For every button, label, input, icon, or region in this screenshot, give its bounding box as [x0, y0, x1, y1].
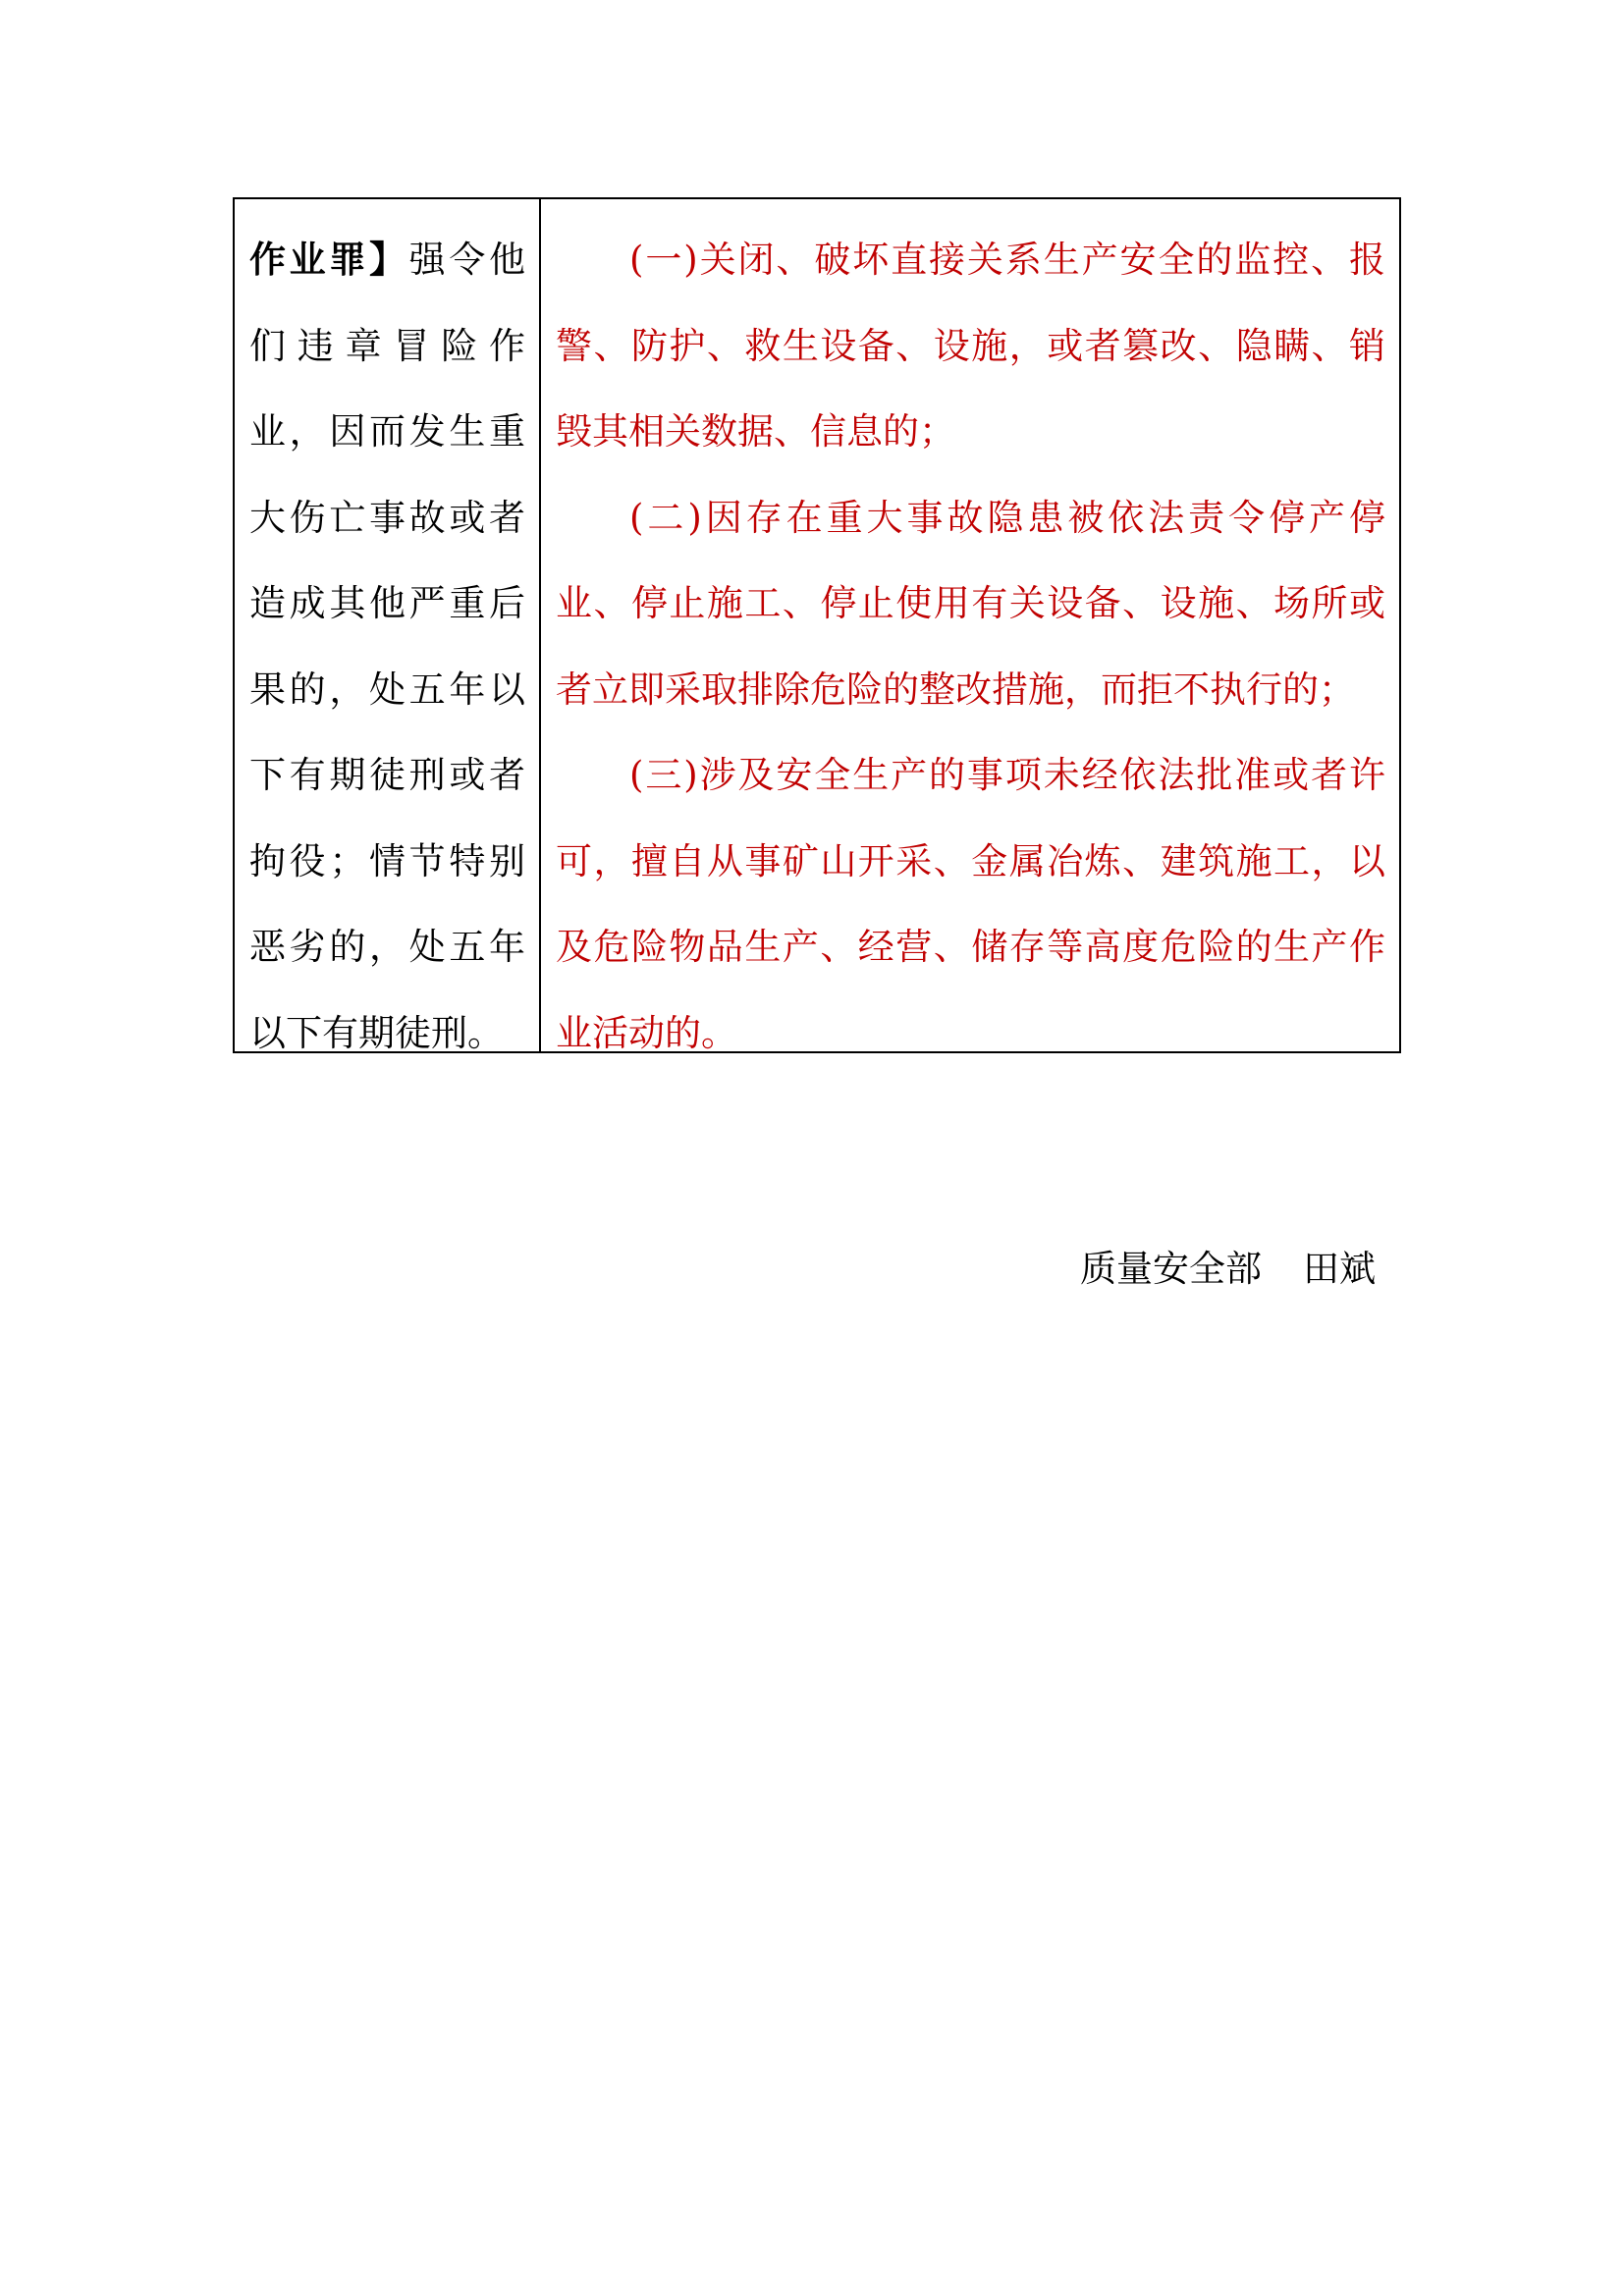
right-line-5: 业、停止施工、停止使用有关设备、设施、场所或: [556, 582, 1385, 624]
left-line-4: 大伤亡事故或者: [249, 496, 525, 539]
left-line-1: [249, 217, 525, 303]
left-cell-original-text: [235, 199, 541, 1054]
signature: [1080, 1240, 1376, 1299]
left-line-6: 果的，处五年以: [249, 667, 525, 711]
left-line-10: 以下有期徒刑。: [249, 1011, 504, 1054]
right-line-9: 及危险物品生产、经营、储存等高度危险的生产作: [556, 926, 1385, 968]
right-line-2: 警、防护、救生设备、设施，或者篡改、隐瞒、销: [556, 324, 1385, 367]
right-line-10: 业活动的。: [556, 1011, 737, 1054]
left-line-7: 下有期徒刑或者: [249, 754, 525, 796]
right-cell-amended-text: [541, 199, 1399, 1054]
right-line-7: (三)涉及安全生产的事项未经依法批准或者许: [629, 754, 1385, 796]
left-bold-heading: 作业罪】: [249, 238, 409, 281]
left-line-3: 业，因而发生重: [249, 410, 525, 453]
left-line-1-text: 强令他: [408, 239, 526, 281]
right-line-8: 可，擅自从事矿山开采、金属冶炼、建筑施工，以: [556, 839, 1385, 882]
left-line-9: 恶劣的，处五年: [249, 926, 525, 968]
signature-name: 田斌: [1303, 1248, 1376, 1290]
right-line-6: 者立即采取排除危险的整改措施，而拒不执行的；: [556, 667, 1355, 711]
right-line-4: (二)因存在重大事故隐患被依法责令停产停: [629, 496, 1385, 539]
law-comparison-table: [233, 197, 1401, 1053]
right-line-1: (一)关闭、破坏直接关系生产安全的监控、报: [629, 239, 1385, 281]
left-line-8: 拘役；情节特别: [249, 839, 525, 882]
left-line-5: 造成其他严重后: [249, 582, 525, 624]
right-line-3: 毁其相关数据、信息的；: [556, 410, 955, 453]
signature-department: 质量安全部: [1080, 1248, 1262, 1290]
left-line-2: 们违章冒险作: [249, 324, 525, 367]
